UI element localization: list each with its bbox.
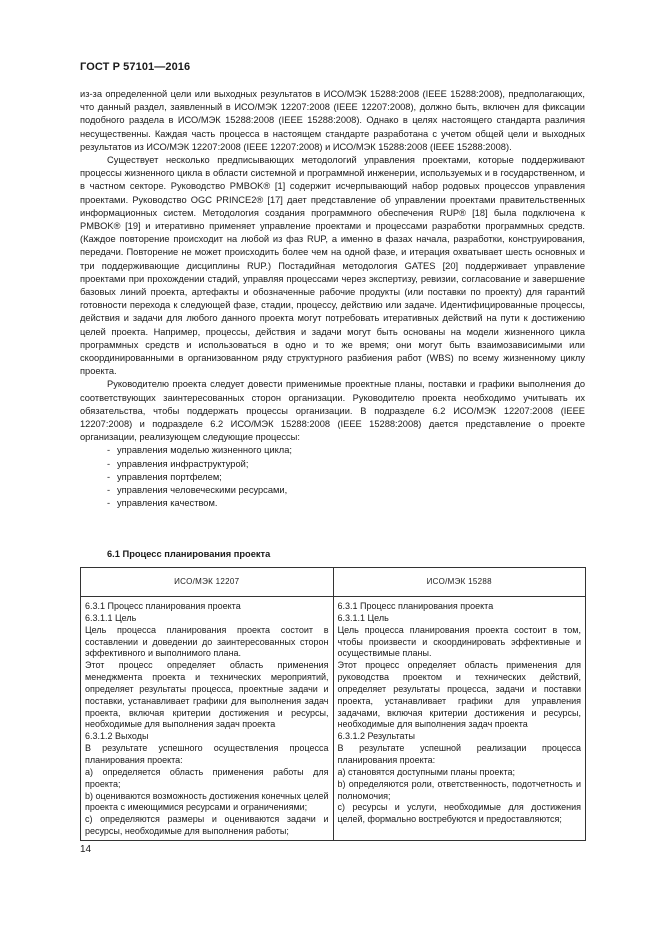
cell-line: 6.3.1.1 Цель <box>85 612 137 623</box>
cell-line: Этот процесс определяет область применения для руководства проектом и технических действий, определяет результаты процесса, задачи и поставки проекта, устанавливает графики для управления задачами, включая критерии достижения и ресурсы, необходимые для выполнения задач проекта <box>337 660 581 730</box>
cell-line: Цель процесса планирования проекта состоит в составлении и доведении до заинтересованных сторон эффективного и выполнимого плана. <box>85 624 329 659</box>
cell-line: Цель процесса планирования проекта состоит в том, чтобы произвести и скоординировать эффективные и осуществимые планы. <box>337 624 581 659</box>
list-item: - управления инфраструктурой; <box>107 458 249 469</box>
list-item: - управления портфелем; <box>107 471 222 482</box>
cell-line: b) определяются роли, ответственность, подотчетность и полномочия; <box>337 778 581 801</box>
list-item: - управления человеческими ресурсами, <box>107 485 288 496</box>
cell-line: c) ресурсы и услуги, необходимые для достижения целей, формально востребуются и предоставляются; <box>337 802 581 825</box>
cell-line: 6.3.1.2 Выходы <box>85 731 149 742</box>
cell-line: b) оцениваются возможность достижения конечных целей проекта с имеющимися ресурсами и ограничениями; <box>85 790 329 813</box>
cell-line: a) определяется область применения работы для проекта; <box>85 766 329 789</box>
body-text <box>80 88 585 511</box>
paragraph-1: из-за определенной цели или выходных результатов в ИСО/МЭК 15288:2008 (IEEE 15288:2008), предполагающих, что данный раздел, заявленный в ИСО/МЭК 12207:2008 (IEEE 12207:2008), должно быть, включен для фиксации подобного раздела в ИСО/МЭК 15288:2008 (IEEE 15288:2008). Однако в целях настоящего стандарта различия несущественны. Каждая часть процесса в настоящем стандарте разработана с учетом общей цели и выходных результатов из ИСО/МЭК 12207:2008 (IEEE 12207:2008) и ИСО/МЭК 15288:2008 (IEEE 15288:2008). <box>80 89 585 152</box>
comparison-table <box>80 567 586 841</box>
cell-line: 6.3.1 Процесс планирования проекта <box>85 601 241 611</box>
cell-line: a) становятся доступными планы проекта; <box>337 766 515 777</box>
cell-line: 6.3.1.1 Цель <box>337 612 389 623</box>
table-header-15288: ИСО/МЭК 15288 <box>333 568 586 597</box>
cell-15288 <box>333 597 586 841</box>
cell-12207 <box>81 597 334 841</box>
table-row <box>81 597 586 841</box>
cell-line: Этот процесс определяет область применения менеджмента проекта и технических мероприятий, определяет результаты процесса, проектные задачи и поставки, устанавливает графики для выполнения задач проекта, включая критерии достижения и ресурсы, необходимые для выполнения задач проекта <box>85 660 329 730</box>
cell-line: 6.3.1.2 Результаты <box>337 731 415 742</box>
cell-line: c) определяются размеры и оцениваются задачи и ресурсы, необходимые для выполнения работы; <box>85 814 329 837</box>
paragraph-2: Существует несколько предписывающих методологий управления проектами, которые поддерживают процессы жизненного цикла в области системной и программной инженерии, используемых и в государственном, и в частном секторе. Руководство PMBOK® [1] содержит исчерпывающий набор родовых процессов управления проектами. Руководство OGC PRINCE2® [17] дает представление об управлении проектами правительственных информационных систем. Методология создания программного обеспечения RUP® [18] была подключена к PMBOK® [19] и итеративно применяет управление проектами и процессами разработки программных средств. (Каждое повторение происходит на любой из фаз RUP, а именно в фазах начала, разработки, конструирования, передачи. Повторение не может происходить более чем на одной фазе, и итерация охватывает шесть основных и три поддерживающие дисциплины RUP.) Постадийная методология GATES [20] поддерживает управление проектами при прохождении стадий, управляя процессами через экспертизу, ревизии, согласование и завершение базовых линий проекта, артефакты и обозначенные рабочие продукты (или поставки по проекту) для гарантий готовности перехода к следующей фазе, стадии, процессу, действию или задаче. Идентифицированные процессы, действия и задачи для любого данного проекта могут потребовать итеративных действий на пути к достижению целей проекта. Например, процессы, действия и задачи могут быть основаны на модели жизненного цикла программных средств и использоваться в одно и то же время; они могут быть взаимозависимыми или скоординированными в организованном ряду структурного разбиения работ (WBS) по всему жизненному циклу проекта. <box>80 155 585 377</box>
section-title: 6.1 Процесс планирования проекта <box>107 549 271 559</box>
cell-line: 6.3.1 Процесс планирования проекта <box>337 601 494 611</box>
cell-line: В результате успешного осуществления процесса планирования проекта: <box>85 743 329 765</box>
list-item: - управления качеством. <box>107 498 218 509</box>
cell-line: В результате успешной реализации процесса планирования проекта: <box>337 743 581 765</box>
process-list <box>80 444 585 510</box>
table-header-row <box>81 568 586 597</box>
document-code: ГОСТ Р 57101—2016 <box>80 61 191 73</box>
page-number: 14 <box>80 844 92 855</box>
table-header-12207: ИСО/МЭК 12207 <box>81 568 334 597</box>
paragraph-3: Руководителю проекта следует довести применимые проектные планы, поставки и графики выполнения до соответствующих заинтересованных сторон организации. Руководителю проекта необходимо учитывать их обязательства, чтобы поддержать процессы организации. В подразделе 6.2 ИСО/МЭК 12207:2008 (IEEE 12207:2008) и подразделе 6.2 ИСО/МЭК 15288:2008 (IEEE 15288:2008) дается представление о проекте организации, реализующем следующие процессы: <box>80 379 585 443</box>
list-item: - управления моделью жизненного цикла; <box>107 445 292 456</box>
